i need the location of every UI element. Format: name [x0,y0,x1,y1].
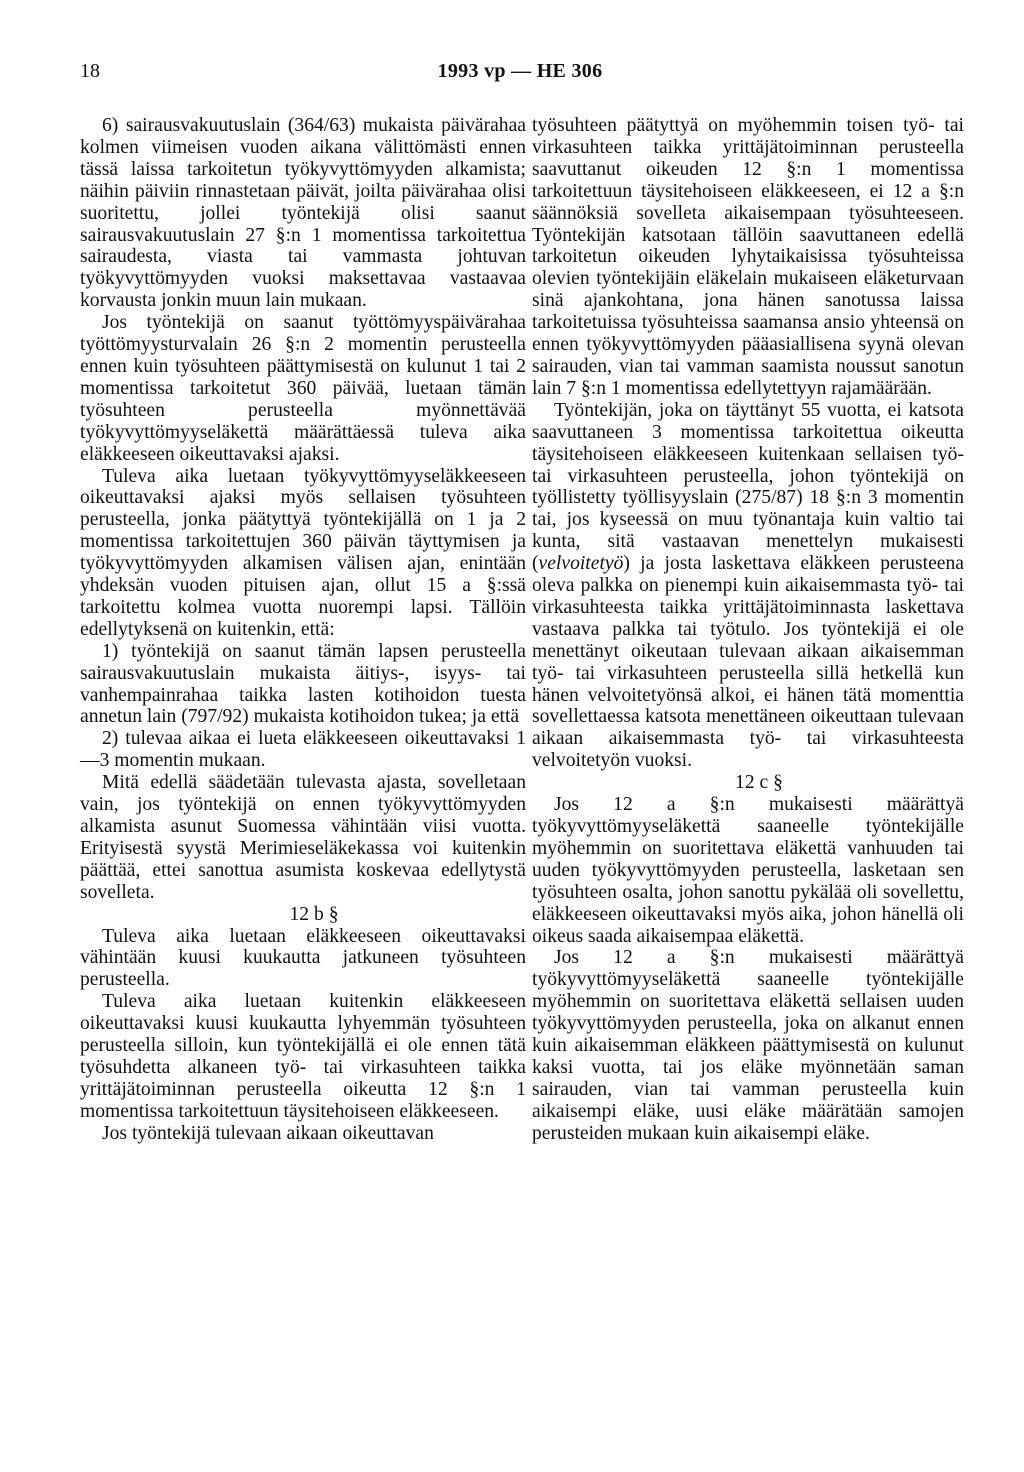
paragraph: Jos 12 a §:n mukaisesti määrättyä työkyvyttömyyseläkettä saaneelle työntekijälle myöhemmin on suoritettava eläkettä sellaisen uuden työkyvyttömyyden perusteella, joka on alkanut ennen kuin aikaisemman eläkkeen päättymisestä on kulunut kaksi vuotta, tai jos eläke myönnetään saman sairauden, vian tai vamman perusteella kuin aikaisempi eläke, uusi eläke määrätään samojen perusteiden mukaan kuin aikaisempi eläke. [532,947,964,1144]
paragraph-text: Työntekijän, joka on täyttänyt 55 vuotta, ei katsota saavuttaneen 3 momentissa tarkoitettua oikeutta täysitehoiseen eläkkeeseen kuitenkaan sellaisen työ- tai virkasuhteen perusteella, johon työntekijä on työllistetty työllisyyslain (275/87) 18 §:n 3 momentin tai, jos kyseessä on muu työnantaja kuin valtio tai kunta, sitä vastaavan menettelyn mukaisesti ( [532,399,964,575]
paragraph: Tuleva aika luetaan eläkkeeseen oikeuttavaksi vähintään kuusi kuukautta jatkuneen työsuhteen perusteella. [80,925,526,991]
paragraph: Mitä edellä säädetään tulevasta ajasta, sovelletaan vain, jos työntekijä on ennen työkyvyttömyyden alkamista asunut Suomessa vähintään viisi vuotta. Erityisestä syystä Merimieseläkekassa voi kuitenkin päättää, ettei sanottua asumista koskevaa edellytystä sovelleta. [80,772,526,903]
list-item: 1) työntekijä on saanut tämän lapsen perusteella sairausvakuutuslain mukaista äitiys-, isyys- tai vanhempainrahaa taikka lasten kotihoidon tuesta annetun lain (797/92) mukaista kotihoidon tukea; ja että [80,640,526,728]
section-heading-12b: 12 b § [289,903,339,925]
paragraph: 6) sairausvakuutuslain (364/63) mukaista päivärahaa kolmen viimeisen vuoden aikana välittömästi ennen tässä laissa tarkoitetun työkyvyttömyyden alkamista; näihin päiviin rinnastetaan päivät, joilta päivärahaa olisi suoritettu, jollei työntekijä olisi saanut sairausvakuutuslain 27 §:n 1 momentissa tarkoitettua sairaudesta, viasta tai vammasta johtuvan työkyvyttömyyden vuoksi maksettavaa vastaavaa korvausta jonkin muun lain mukaan. [80,115,526,312]
paragraph: Tuleva aika luetaan työkyvyttömyyseläkkeeseen oikeuttavaksi ajaksi myös sellaisen työsuhteen perusteella, jonka päätyttyä työntekijällä on 1 ja 2 momentissa tarkoitettujen 360 päivän täyttymisen ja työkyvyttömyyden alkamisen välisen ajan, enintään yhdeksän vuoden pituisen ajan, ollut 15 a §:ssä tarkoitettu kolmea vuotta nuorempi lapsi. Tällöin edellytyksenä on kuitenkin, että: [80,465,526,640]
section-heading-12c: 12 c § [735,772,783,794]
page-header [80,60,960,90]
paragraph: työsuhteen päätyttyä on myöhemmin toisen työ- tai virkasuhteen taikka yrittäjätoiminnan perusteella saavuttanut oikeuden 12 §:n 1 momentissa tarkoitettuun täysitehoiseen eläkkeeseen, ei 12 a §:n säännöksiä sovelleta aikaisempaan työsuhteeseen. Työntekijän katsotaan tällöin saavuttaneen edellä tarkoitetun oikeuden lyhytaikaisissa työsuhteissa olevien työntekijäin eläkelain mukaiseen eläketurvaan sinä ajankohtana, jona hänen sanotussa laissa tarkoitetuissa työsuhteissa saamansa ansio yhteensä on ennen työkyvyttömyyden pääasiallisena syynä olevan sairauden, vian tai vamman saamista noussut sanotun lain 7 §:n 1 momentissa edellytettyyn rajamäärään. [532,115,964,399]
paragraph: Tuleva aika luetaan kuitenkin eläkkeeseen oikeuttavaksi kuusi kuukautta lyhyemmän työsuhteen perusteella silloin, kun työntekijällä ei ole ennen tätä työsuhdetta alkaneen työ- tai virkasuhteen taikka yrittäjätoiminnan perusteella oikeutta 12 §:n 1 momentissa tarkoitettuun täysitehoiseen eläkkeeseen. [80,991,526,1122]
list-item: 2) tulevaa aikaa ei lueta eläkkeeseen oikeuttavaksi 1—3 momentin mukaan. [80,728,526,772]
paragraph-text: ) ja josta laskettava eläkkeen perusteena oleva palkka on pienempi kuin aikaisemmasta työ- tai virkasuhteesta taikka yrittäjätoiminnasta laskettava vastaava palkka tai työtulo. Jos työntekijä ei ole menettänyt oikeutaan tulevaan aikaan aikaisemman työ- tai virkasuhteen perusteella sillä hetkellä kun hänen velvoitetyönsä alkoi, ei hänen tätä momenttia sovellettaessa katsota menettäneen oikeuttaan tulevaan aikaan aikaisemmasta työ- tai virkasuhteesta velvoitetyön vuoksi. [532,553,964,772]
right-column [532,115,964,1145]
paragraph: Jos työntekijä on saanut työttömyyspäivärahaa työttömyysturvalain 26 §:n 2 momentin perusteella ennen kuin työsuhteen päättymisestä on kulunut 1 tai 2 momentissa tarkoitetut 360 päivää, luetaan tämän työsuhteen perusteella myönnettävää työkyvyttömyyseläkettä määrättäessä tuleva aika eläkkeeseen oikeuttavaksi ajaksi. [80,312,526,465]
running-head: 1993 vp — HE 306 [437,60,603,82]
paragraph: Jos työntekijä tulevaan aikaan oikeuttavan [102,1122,434,1144]
left-column [80,115,526,1145]
italic-term: velvoitetyö [538,553,624,575]
paragraph [532,400,964,772]
paragraph: Jos 12 a §:n mukaisesti määrättyä työkyvyttömyyseläkettä saaneelle työntekijälle myöhemmin on suoritettava eläkettä vanhuuden tai uuden työkyvyttömyyden perusteella, lasketaan sen työsuhteen osalta, johon sanottu pykälää oli sovellettu, eläkkeeseen oikeuttavaksi myös aika, johon hänellä oli oikeus saada aikaisempaa eläkettä. [532,794,964,947]
page-number: 18 [80,60,100,82]
